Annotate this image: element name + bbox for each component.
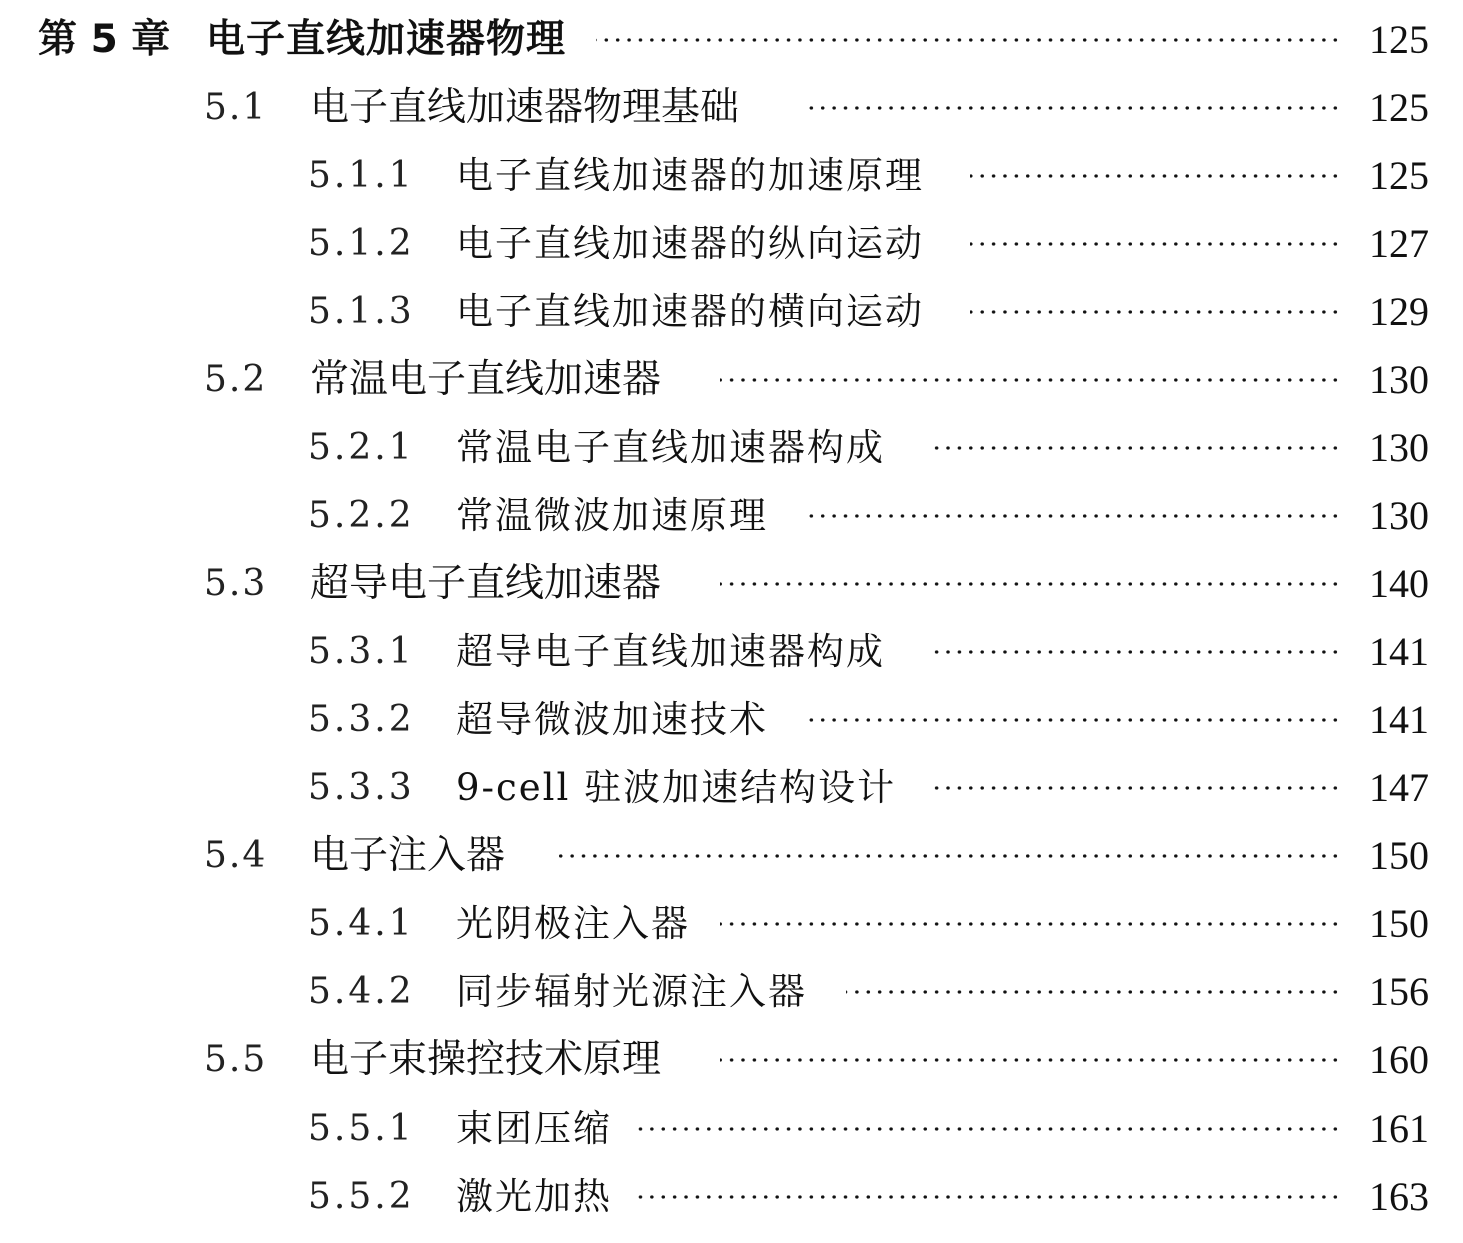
page-number: 150 (1369, 901, 1429, 946)
chapter-number: 第 5 章 (38, 17, 171, 62)
page-number: 160 (1369, 1037, 1429, 1082)
dot-leader (970, 310, 1341, 314)
toc-subsection-5-3-2[interactable] (0, 691, 1463, 749)
toc-section-5-3[interactable] (0, 555, 1463, 613)
page-number: 163 (1369, 1174, 1429, 1219)
page-number: 141 (1369, 697, 1429, 742)
page-number: 141 (1369, 629, 1429, 674)
subsection-number: 5.1.3 (308, 291, 415, 332)
subsection-number: 5.5.1 (308, 1108, 415, 1149)
section-number: 5.4 (204, 835, 268, 876)
toc-subsection-5-5-1[interactable] (0, 1100, 1463, 1158)
page-number: 150 (1369, 833, 1429, 878)
subsection-title: 常温微波加速原理 (456, 494, 768, 537)
section-number: 5.2 (204, 359, 268, 400)
dot-leader (804, 718, 1341, 722)
section-title: 超导电子直线加速器 (310, 561, 662, 606)
subsection-number: 5.1.2 (308, 223, 415, 264)
subsection-number: 5.3.3 (308, 767, 415, 808)
dot-leader (636, 1127, 1341, 1131)
subsection-title: 电子直线加速器的横向运动 (456, 290, 924, 333)
dot-leader (720, 378, 1341, 382)
subsection-number: 5.3.2 (308, 699, 415, 740)
subsection-title: 超导微波加速技术 (456, 698, 768, 741)
subsection-title: 常温电子直线加速器构成 (456, 426, 885, 469)
toc-section-5-2[interactable] (0, 351, 1463, 409)
toc-subsection-5-1-1[interactable] (0, 147, 1463, 205)
dot-leader (970, 174, 1341, 178)
chapter-title: 电子直线加速器物理 (206, 17, 567, 62)
subsection-number: 5.1.1 (308, 155, 415, 196)
toc-subsection-5-5-2[interactable] (0, 1168, 1463, 1226)
toc-subsection-5-4-1[interactable] (0, 895, 1463, 953)
page-number: 130 (1369, 357, 1429, 402)
section-title: 电子直线加速器物理基础 (310, 85, 740, 130)
subsection-title: 束团压缩 (456, 1107, 612, 1150)
toc-chapter-5[interactable] (0, 11, 1463, 69)
subsection-title: 9-cell 驻波加速结构设计 (456, 766, 897, 809)
toc-subsection-5-4-2[interactable] (0, 963, 1463, 1021)
subsection-title: 超导电子直线加速器构成 (456, 630, 885, 673)
page-number: 125 (1369, 17, 1429, 62)
page-number: 130 (1369, 425, 1429, 470)
section-title: 常温电子直线加速器 (310, 357, 662, 402)
toc-subsection-5-1-3[interactable] (0, 283, 1463, 341)
dot-leader (596, 38, 1341, 42)
subsection-number: 5.5.2 (308, 1176, 415, 1217)
page-number: 130 (1369, 493, 1429, 538)
toc-subsection-5-2-1[interactable] (0, 419, 1463, 477)
dot-leader (930, 446, 1341, 450)
toc-subsection-5-3-3[interactable] (0, 759, 1463, 817)
toc-section-5-4[interactable] (0, 827, 1463, 885)
subsection-number: 5.3.1 (308, 631, 415, 672)
dot-leader (804, 514, 1341, 518)
dot-leader (636, 1195, 1341, 1199)
dot-leader (970, 242, 1341, 246)
dot-leader (846, 990, 1341, 994)
page-number: 140 (1369, 561, 1429, 606)
dot-leader (720, 922, 1341, 926)
page-number: 125 (1369, 153, 1429, 198)
page-number: 125 (1369, 85, 1429, 130)
page-number: 129 (1369, 289, 1429, 334)
subsection-title: 同步辐射光源注入器 (456, 970, 807, 1013)
section-number: 5.3 (204, 563, 268, 604)
toc-section-5-5[interactable] (0, 1031, 1463, 1089)
section-number: 5.5 (204, 1039, 268, 1080)
dot-leader (806, 106, 1341, 110)
subsection-title: 激光加热 (456, 1175, 612, 1218)
subsection-number: 5.2.2 (308, 495, 415, 536)
subsection-title: 电子直线加速器的加速原理 (456, 154, 924, 197)
page-number: 161 (1369, 1106, 1429, 1151)
section-number: 5.1 (204, 87, 268, 128)
subsection-number: 5.2.1 (308, 427, 415, 468)
dot-leader (930, 786, 1341, 790)
dot-leader (930, 650, 1341, 654)
toc-subsection-5-1-2[interactable] (0, 215, 1463, 273)
dot-leader (720, 582, 1341, 586)
subsection-title: 电子直线加速器的纵向运动 (456, 222, 924, 265)
section-title: 电子束操控技术原理 (310, 1037, 662, 1082)
section-title: 电子注入器 (310, 833, 506, 878)
page-number: 147 (1369, 765, 1429, 810)
toc-subsection-5-3-1[interactable] (0, 623, 1463, 681)
toc-subsection-5-2-2[interactable] (0, 487, 1463, 545)
dot-leader (552, 854, 1341, 858)
subsection-number: 5.4.2 (308, 971, 415, 1012)
toc-section-5-1[interactable] (0, 79, 1463, 137)
dot-leader (720, 1058, 1341, 1062)
page-number: 156 (1369, 969, 1429, 1014)
subsection-number: 5.4.1 (308, 903, 415, 944)
page-number: 127 (1369, 221, 1429, 266)
subsection-title: 光阴极注入器 (456, 902, 690, 945)
